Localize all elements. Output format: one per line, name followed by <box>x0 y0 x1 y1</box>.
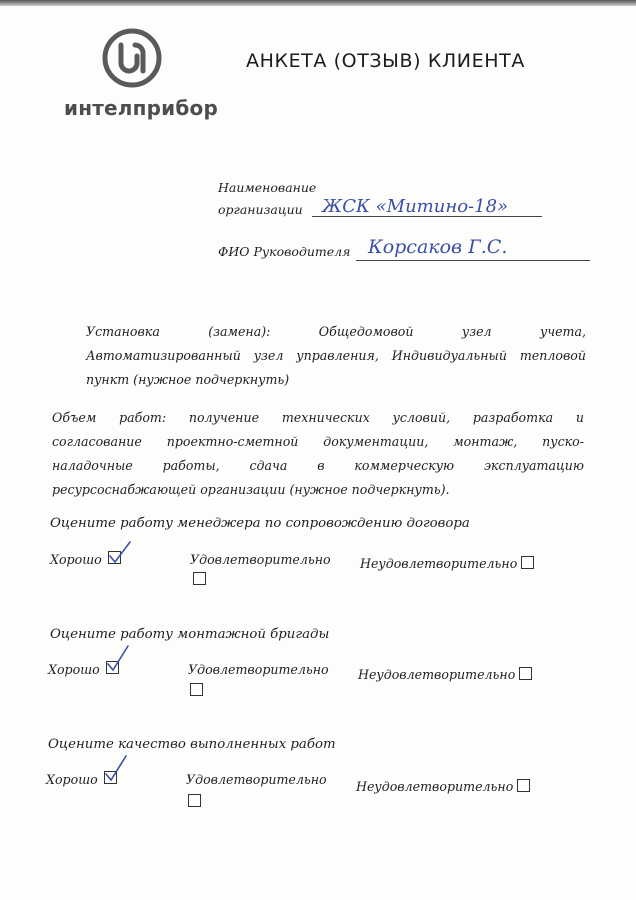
option-unsatisfactory-label: Неудовлетворительно <box>356 779 514 794</box>
scope-line: согласование проектно-сметной документации, монтаж, пуско- <box>52 434 584 449</box>
logo-wordmark: интелприбор <box>64 96 219 120</box>
option-satisfactory-checkbox[interactable] <box>190 683 203 696</box>
option-unsatisfactory-label: Неудовлетворительно <box>360 556 518 571</box>
option-good-label: Хорошо <box>50 552 102 567</box>
org-field-value[interactable]: ЖСК «Митино-18» <box>322 196 509 217</box>
option-satisfactory-checkbox[interactable] <box>193 572 206 585</box>
installation-paragraph <box>86 320 586 392</box>
question-heading: Оцените качество выполненных работ <box>48 737 336 752</box>
manager-label: ФИО Руководителя <box>218 244 351 259</box>
page-title: АНКЕТА (ОТЗЫВ) КЛИЕНТА <box>246 50 525 72</box>
option-satisfactory-label: Удовлетворительно <box>188 662 329 677</box>
option-satisfactory-label: Удовлетворительно <box>186 772 327 787</box>
check-mark-icon <box>106 540 132 566</box>
org-label-line2: организации <box>218 202 303 217</box>
option-unsatisfactory-label: Неудовлетворительно <box>358 667 516 682</box>
scope-paragraph <box>52 406 584 502</box>
scope-line: ресурсоснабжающей организации (нужное подчеркнуть). <box>52 482 450 497</box>
option-satisfactory-label: Удовлетворительно <box>190 552 331 567</box>
installation-line: пункт (нужное подчеркнуть) <box>86 372 290 387</box>
question-heading: Оцените работу менеджера по сопровождению договора <box>50 516 470 531</box>
company-logo <box>56 24 219 124</box>
scope-line: наладочные работы, сдача в коммерческую эксплуатацию <box>52 458 584 473</box>
check-mark-icon <box>104 644 130 674</box>
option-good-label: Хорошо <box>46 772 98 787</box>
check-mark-icon <box>102 754 128 784</box>
option-unsatisfactory-checkbox[interactable] <box>519 667 532 680</box>
installation-line: Автоматизированный узел управления, Индивидуальный тепловой <box>86 348 586 363</box>
option-unsatisfactory-checkbox[interactable] <box>517 779 530 792</box>
question-heading: Оцените работу монтажной бригады <box>50 627 330 642</box>
intelpribor-logo-icon <box>102 28 162 88</box>
org-label-line1: Наименование <box>218 180 317 195</box>
option-satisfactory-checkbox[interactable] <box>188 794 201 807</box>
installation-line: Установка (замена): Общедомовой узел учета, <box>86 324 586 339</box>
manager-field-line <box>356 260 590 261</box>
option-good-label: Хорошо <box>48 662 100 677</box>
scope-line: Объем работ: получение технических условий, разработка и <box>52 410 584 425</box>
scan-edge <box>0 0 636 6</box>
option-unsatisfactory-checkbox[interactable] <box>521 556 534 569</box>
manager-field-value[interactable]: Корсаков Г.С. <box>368 236 508 258</box>
